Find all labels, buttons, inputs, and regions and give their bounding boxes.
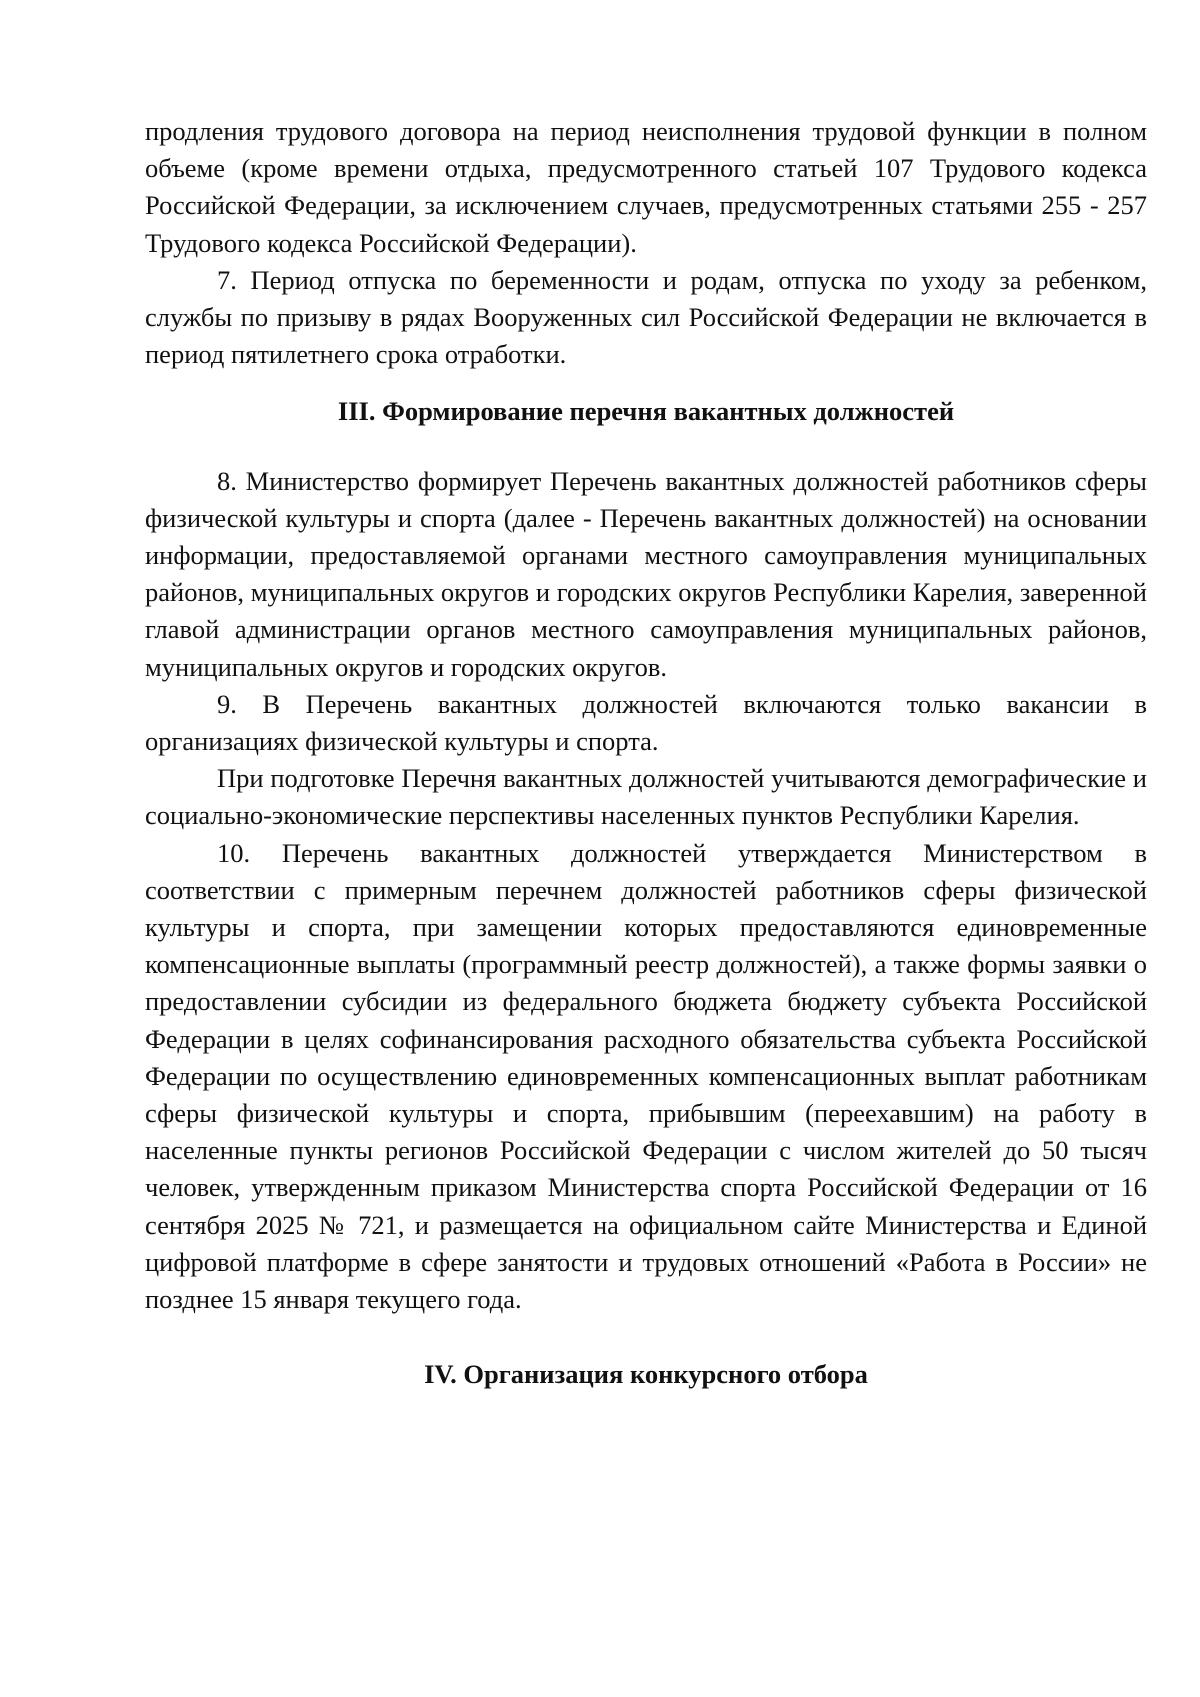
section-heading-4: IV. Организация конкурсного отбора <box>424 1359 868 1390</box>
paragraph-item-7: 7. Период отпуска по беременности и родам, отпуска по уходу за ребенком, службы по призыву в рядах Вооруженных сил Российской Федерации не включается в период пятилетнего срока отработки. <box>145 264 1147 370</box>
section-heading-3: III. Формирование перечня вакантных должностей <box>337 396 955 427</box>
paragraph-item-8: 8. Министерство формирует Перечень вакантных должностей работников сферы физической культуры и спорта (далее - Перечень вакантных должностей) на основании информации, предоставляемой органами местного самоуправления муниципальных районов, муниципальных округов и городских округов Республики Карелия, заверенной главой администрации органов местного самоуправления муниципальных районов, муниципальных округов и городских округов. <box>145 465 1147 682</box>
paragraph-continuation: продления трудового договора на период неисполнения трудовой функции в полном объеме (кроме времени отдыха, предусмотренного статьей 107 Трудового кодекса Российской Федерации, за исключением случаев, предусмотренных статьями 255 - 257 Трудового кодекса Российской Федерации). <box>145 116 1147 258</box>
document-body <box>145 113 1147 1394</box>
paragraph-item-9-continuation: При подготовке Перечня вакантных должностей учитываются демографические и социально-экономические перспективы населенных пунктов Республики Карелия. <box>145 763 1147 831</box>
paragraph-item-10: 10. Перечень вакантных должностей утверждается Министерством в соответствии с примерным перечнем должностей работников сферы физической культуры и спорта, при замещении которых предоставляются единовременные компенсационные выплаты (программный реестр должностей), а также формы заявки о предоставлении субсидии из федерального бюджета бюджету субъекта Российской Федерации в целях софинансирования расходного обязательства субъекта Российской Федерации по осуществлению единовременных компенсационных выплат работникам сферы физической культуры и спорта, прибывшим (переехавшим) на работу в населенные пункты регионов Российской Федерации с числом жителей до 50 тысяч человек, утвержденным приказом Министерства спорта Российской Федерации от 16 сентября 2025 № 721, и размещается на официальном сайте Министерства и Единой цифровой платформе в сфере занятости и трудовых отношений «Работа в России» не позднее 15 января текущего года. <box>145 837 1147 1315</box>
paragraph-item-9: 9. В Перечень вакантных должностей включаются только вакансии в организациях физической культуры и спорта. <box>145 688 1147 757</box>
